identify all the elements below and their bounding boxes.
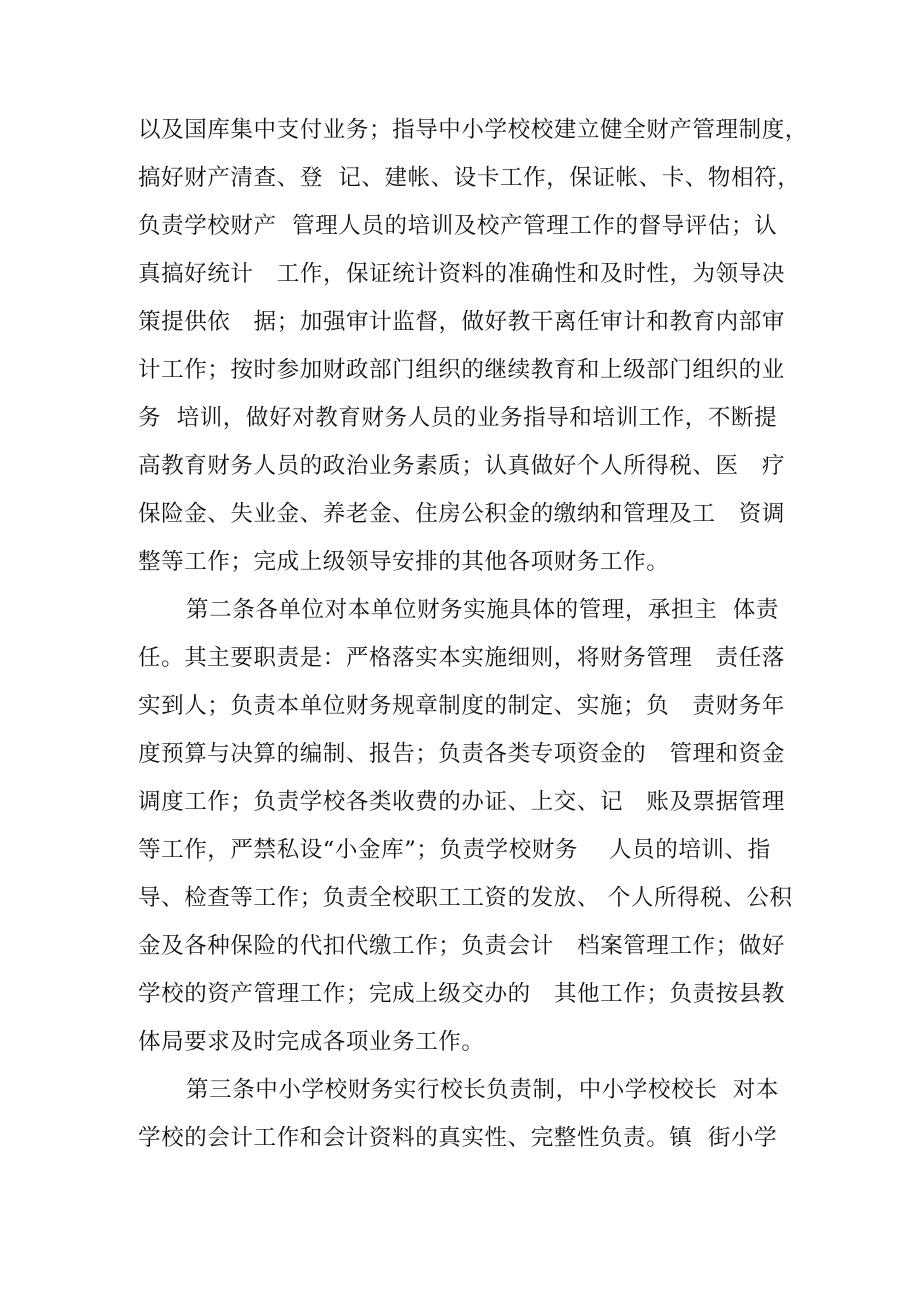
paragraph-line: 以及国库集中支付业务；指导中小学校校建立健全财产管理制度， bbox=[138, 117, 808, 143]
paragraph-line: 学校的会计工作和会计资料的真实性、完整性负责。镇 街小学 bbox=[138, 1125, 778, 1151]
paragraph-line: 整等工作；完成上级领导安排的其他各项财务工作。 bbox=[138, 549, 670, 575]
paragraph-line: 搞好财产清查、登 记、建帐、设卡工作，保证帐、卡、物相符， bbox=[138, 165, 801, 191]
paragraph-line: 任。其主要职责是：严格落实本实施细则，将财务管理 责任落 bbox=[138, 645, 785, 671]
paragraph-line: 计工作；按时参加财政部门组织的继续教育和上级部门组织的业 bbox=[138, 357, 785, 383]
paragraph-line: 策提供依 据；加强审计监督，做好教干离任审计和教育内部审 bbox=[138, 309, 785, 335]
paragraph-line: 学校的资产管理工作；完成上级交办的 其他工作；负责按县教 bbox=[138, 981, 785, 1007]
paragraph-line: 金及各种保险的代扣代缴工作；负责会计 档案管理工作；做好 bbox=[138, 933, 785, 959]
paragraph-line: 实到人；负责本单位财务规章制度的制定、实施；负 责财务年 bbox=[138, 693, 785, 719]
paragraph-line: 调度工作；负责学校各类收费的办证、上交、记 账及票据管理 bbox=[138, 789, 785, 815]
paragraph-line: 高教育财务人员的政治业务素质；认真做好个人所得税、医 疗 bbox=[138, 453, 785, 479]
paragraph-line: 负责学校财产 管理人员的培训及校产管理工作的督导评估；认 bbox=[138, 213, 778, 239]
paragraph-line: 度预算与决算的编制、报告；负责各类专项资金的 管理和资金 bbox=[138, 741, 785, 767]
paragraph-line: 导、检查等工作；负责全校职工工资的发放、 个人所得税、公积 bbox=[138, 885, 793, 911]
article-3-first-line: 第三条中小学校财务实行校长负责制，中小学校校长 对本 bbox=[186, 1077, 780, 1103]
paragraph-line: 保险金、失业金、养老金、住房公积金的缴纳和管理及工 资调 bbox=[138, 501, 785, 527]
paragraph-line: 等工作，严禁私设“小金库”；负责学校财务 人员的培训、指 bbox=[138, 837, 771, 863]
article-2-first-line: 第二条各单位对本单位财务实施具体的管理，承担主 体责 bbox=[186, 597, 780, 623]
paragraph-line: 体局要求及时完成各项业务工作。 bbox=[138, 1029, 485, 1055]
paragraph-line: 真搞好统计 工作，保证统计资料的准确性和及时性，为领导决 bbox=[138, 261, 785, 287]
paragraph-line: 务 培训，做好对教育财务人员的业务指导和培训工作，不断提 bbox=[138, 405, 778, 431]
